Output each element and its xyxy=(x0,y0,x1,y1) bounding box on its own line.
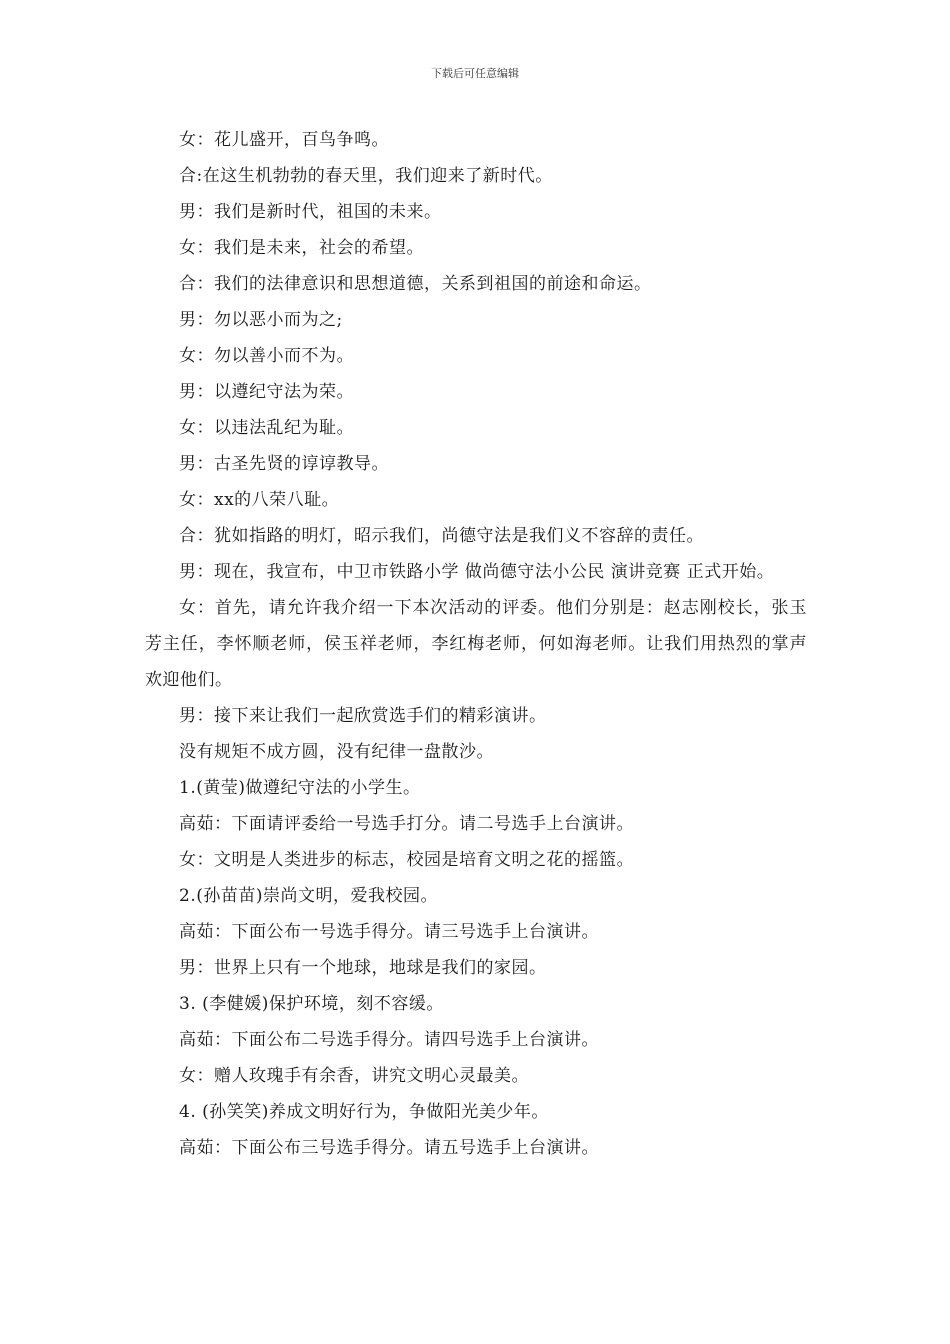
page-header: 下载后可任意编辑 xyxy=(431,67,519,80)
paragraph: 3. (李健媛)保护环境，刻不容缓。 xyxy=(179,994,444,1014)
paragraph: 高茹：下面请评委给一号选手打分。请二号选手上台演讲。 xyxy=(179,814,634,834)
paragraph: 女：我们是未来，社会的希望。 xyxy=(179,238,424,258)
paragraph: 高茹：下面公布三号选手得分。请五号选手上台演讲。 xyxy=(179,1138,599,1158)
paragraph: 女：文明是人类进步的标志，校园是培育文明之花的摇篮。 xyxy=(179,850,634,870)
document-body xyxy=(145,122,807,1166)
paragraph: 1.(黄莹)做遵纪守法的小学生。 xyxy=(179,778,421,798)
paragraph: 男：现在，我宣布，中卫市铁路小学 做尚德守法小公民 演讲竞赛 正式开始。 xyxy=(179,562,775,582)
paragraph: 4. (孙笑笑)养成文明好行为，争做阳光美少年。 xyxy=(179,1102,549,1122)
paragraph: 合:在这生机勃勃的春天里，我们迎来了新时代。 xyxy=(179,166,553,186)
paragraph: 男：接下来让我们一起欣赏选手们的精彩演讲。 xyxy=(179,706,547,726)
paragraph: 高茹：下面公布一号选手得分。请三号选手上台演讲。 xyxy=(179,922,599,942)
paragraph: 高茹：下面公布二号选手得分。请四号选手上台演讲。 xyxy=(179,1030,599,1050)
paragraph: 女：以违法乱纪为耻。 xyxy=(179,418,354,438)
paragraph: 合：我们的法律意识和思想道德，关系到祖国的前途和命运。 xyxy=(179,274,652,294)
paragraph: 男：我们是新时代，祖国的未来。 xyxy=(179,202,442,222)
paragraph: 男：世界上只有一个地球，地球是我们的家园。 xyxy=(179,958,547,978)
paragraph: 女：xx的八荣八耻。 xyxy=(179,490,340,510)
paragraph: 女：赠人玫瑰手有余香，讲究文明心灵最美。 xyxy=(179,1066,529,1086)
paragraph: 合：犹如指路的明灯，昭示我们，尚德守法是我们义不容辞的责任。 xyxy=(179,526,704,546)
paragraph: 女：勿以善小而不为。 xyxy=(179,346,354,366)
paragraph: 男：以遵纪守法为荣。 xyxy=(179,382,354,402)
paragraph: 没有规矩不成方圆，没有纪律一盘散沙。 xyxy=(179,742,494,762)
paragraph: 女：花儿盛开，百鸟争鸣。 xyxy=(179,130,389,150)
paragraph: 男：古圣先贤的谆谆教导。 xyxy=(179,454,389,474)
paragraph: 女：首先，请允许我介绍一下本次活动的评委。他们分别是：赵志刚校长，张玉芳主任，李怀顺老师，侯玉祥老师，李红梅老师，何如海老师。让我们用热烈的掌声欢迎他们。 xyxy=(145,598,807,690)
paragraph: 2.(孙苗苗)崇尚文明，爱我校园。 xyxy=(179,886,438,906)
paragraph: 男：勿以恶小而为之; xyxy=(179,310,343,330)
